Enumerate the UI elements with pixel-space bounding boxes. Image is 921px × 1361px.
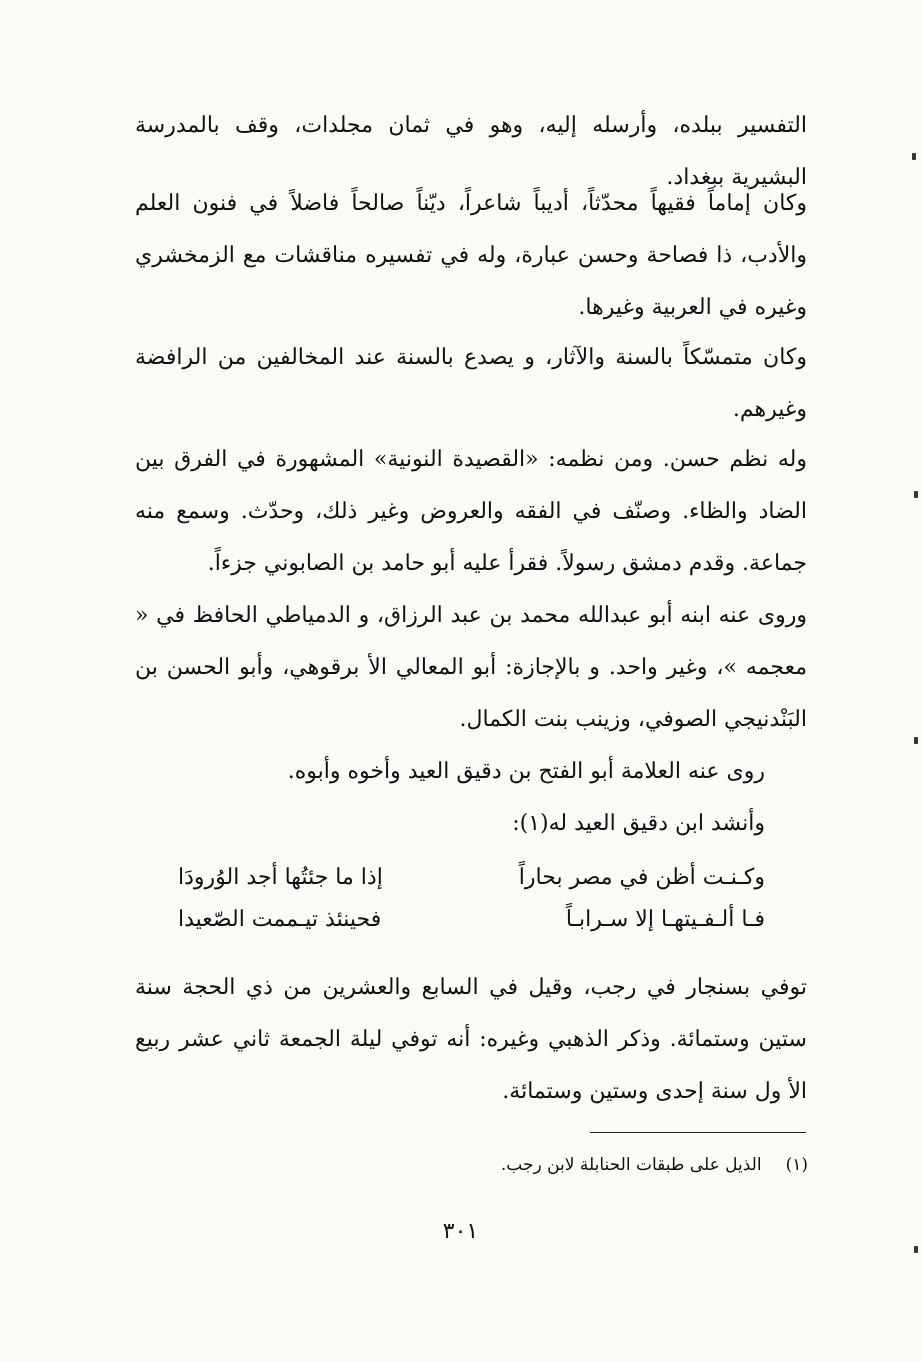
paragraph-poetry-works: وله نظم حسن. ومن نظمه: «القصيدة النونية» المشهورة في الفرق بين الضاد والظاء. وصنّف في الفقه والعروض وغير ذلك، وحدّث. وسمع منه جماعة. وقدم دمشق رسولاً. فقرأ عليه أبو حامد بن الصابوني جزءاً. — [135, 447, 807, 576]
scan-edge-mark — [912, 153, 916, 160]
paragraph-narrators: وروى عنه ابنه أبو عبدالله محمد بن عبد الرزاق، و الدمياطي الحافظ في « معجمه »، وغير واحد. و بالإجازة: أبو المعالي الأ برقوهي، وأبو الحسن بن البَنْدنيجي الصوفي، وزينب بنت الكمال. — [135, 603, 807, 732]
footnote-separator — [590, 1132, 806, 1133]
paragraph-death: توفي بسنجار في رجب، وقيل في السابع والعشرين من ذي الحجة سنة ستين وستمائة. وذكر الذهبي وغيره: أنه توفي ليلة الجمعة ثاني عشر ربيع الأ ول سنة إحدى وستين وستمائة. — [135, 975, 807, 1104]
paragraph-sunnah: وكان متمسّكاً بالسنة والآثار، و يصدع بالسنة عند المخالفين من الرافضة وغيرهم. — [135, 345, 807, 422]
paragraph-tafsir: التفسير ببلده، وأرسله إليه، وهو في ثمان مجلدات، وقف بالمدرسة البشيرية ببغداد. — [135, 113, 807, 190]
footnote-text: الذيل على طبقات الحنابلة لابن رجب. — [500, 1155, 762, 1175]
verse-2-second-hemistich: فحينئذ تيـممت الصّعيدا — [178, 907, 382, 932]
footnote — [501, 1148, 808, 1182]
footnote-number: (١) — [785, 1155, 808, 1175]
narration-line: روى عنه العلامة أبو الفتح بن دقيق العيد وأخوه وأبوه. — [287, 759, 765, 784]
verse-1-second-hemistich: إذا ما جئتُها أجد الوُرودَا — [178, 865, 383, 890]
scan-edge-mark — [914, 491, 918, 498]
verse-1-first-hemistich: وكـنـت أظن في مصر بحاراً — [518, 865, 765, 890]
scan-edge-mark — [914, 1246, 918, 1253]
scan-edge-mark — [914, 737, 918, 744]
paragraph-character: وكان إماماً فقيهاً محدّثاً، أديباً شاعراً، ديّناً صالحاً فاضلاً في فنون العلم والأدب، ذا فصاحة وحسن عبارة، وله في تفسيره مناقشات مع الزمخشري وغيره في العربية وغيرها. — [135, 191, 807, 320]
recitation-line: وأنشد ابن دقيق العيد له(١): — [512, 811, 765, 836]
verse-2-first-hemistich: فـا ألـفـيتهـا إلا سـرابـاً — [565, 907, 765, 932]
page-number: ٣٠١ — [442, 1219, 479, 1244]
